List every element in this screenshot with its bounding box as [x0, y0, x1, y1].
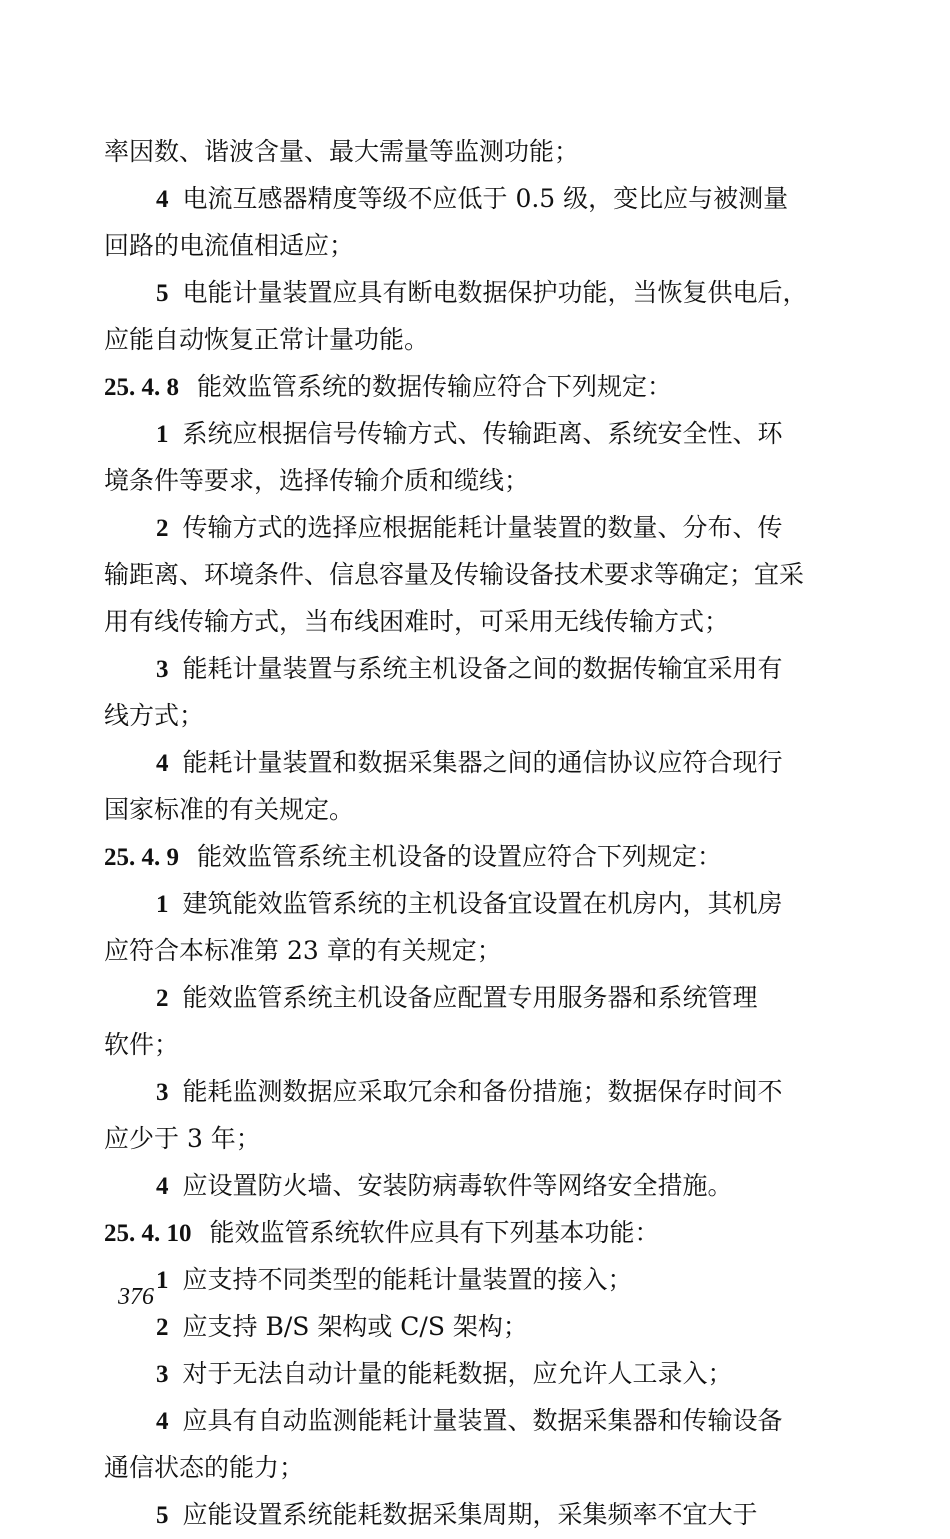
list-item	[104, 1303, 816, 1350]
item-number: 4	[156, 1408, 169, 1435]
item-number: 3	[156, 1079, 169, 1106]
line-text: 应少于 3 年；	[104, 1124, 261, 1153]
item-number: 4	[156, 186, 169, 213]
item-number: 3	[156, 1361, 169, 1388]
clause-heading	[104, 833, 816, 880]
line-text: 对于无法自动计量的能耗数据，应允许人工录入；	[182, 1359, 733, 1388]
line-text: 应支持不同类型的能耗计量装置的接入；	[182, 1265, 633, 1294]
line-text: 能耗监测数据应采取冗余和备份措施；数据保存时间不	[182, 1077, 783, 1106]
line-text: 能耗计量装置和数据采集器之间的通信协议应符合现行	[182, 748, 783, 777]
clause-heading	[104, 363, 816, 410]
list-item	[104, 974, 816, 1021]
text-line	[104, 786, 816, 833]
clause-heading	[104, 1209, 816, 1256]
list-item	[104, 504, 816, 551]
text-line	[104, 316, 816, 363]
item-number: 2	[156, 985, 169, 1012]
line-text: 能效监管系统软件应具有下列基本功能：	[209, 1218, 660, 1247]
list-item	[104, 175, 816, 222]
line-text: 应符合本标准第 23 章的有关规定；	[104, 936, 502, 965]
clause-number: 25. 4. 8	[104, 374, 179, 401]
list-item	[104, 880, 816, 927]
line-text: 建筑能效监管系统的主机设备宜设置在机房内，其机房	[182, 889, 783, 918]
line-text: 通信状态的能力；	[104, 1453, 305, 1482]
document-body	[104, 128, 816, 1538]
line-text: 应设置防火墙、安装防病毒软件等网络安全措施。	[182, 1171, 733, 1200]
line-text: 应能设置系统能耗数据采集周期，采集频率不宜大于	[182, 1500, 758, 1529]
line-text: 电能计量装置应具有断电数据保护功能，当恢复供电后，	[182, 278, 808, 307]
clause-number: 25. 4. 9	[104, 844, 179, 871]
list-item	[104, 1350, 816, 1397]
text-line	[104, 927, 816, 974]
line-text: 应具有自动监测能耗计量装置、数据采集器和传输设备	[182, 1406, 783, 1435]
line-text: 应能自动恢复正常计量功能。	[104, 325, 430, 354]
line-text: 回路的电流值相适应；	[104, 231, 355, 260]
list-item	[104, 1256, 816, 1303]
list-item	[104, 1068, 816, 1115]
line-text: 电流互感器精度等级不应低于 0.5 级，变比应与被测量	[182, 184, 789, 213]
item-number: 2	[156, 1314, 169, 1341]
line-text: 境条件等要求，选择传输介质和缆线；	[104, 466, 530, 495]
line-text: 线方式；	[104, 701, 205, 730]
list-item	[104, 1491, 816, 1538]
line-text: 能耗计量装置与系统主机设备之间的数据传输宜采用有	[182, 654, 783, 683]
line-text: 率因数、谐波含量、最大需量等监测功能；	[104, 137, 580, 166]
line-text: 系统应根据信号传输方式、传输距离、系统安全性、环	[182, 419, 783, 448]
list-item	[104, 1162, 816, 1209]
list-item	[104, 645, 816, 692]
item-number: 1	[156, 891, 169, 918]
item-number: 1	[156, 1267, 169, 1294]
item-number: 5	[156, 1502, 169, 1529]
text-line	[104, 457, 816, 504]
item-number: 4	[156, 1173, 169, 1200]
item-number: 5	[156, 280, 169, 307]
clause-number: 25. 4. 10	[104, 1220, 192, 1247]
text-line	[104, 222, 816, 269]
text-line	[104, 1021, 816, 1068]
list-item	[104, 739, 816, 786]
line-text: 用有线传输方式，当布线困难时，可采用无线传输方式；	[104, 607, 730, 636]
text-line	[104, 551, 816, 598]
list-item	[104, 1397, 816, 1444]
item-number: 1	[156, 421, 169, 448]
line-text: 软件；	[104, 1030, 180, 1059]
line-text: 能效监管系统主机设备应配置专用服务器和系统管理	[182, 983, 758, 1012]
text-line	[104, 1444, 816, 1491]
page-number: 376	[118, 1284, 154, 1310]
item-number: 4	[156, 750, 169, 777]
text-line	[104, 598, 816, 645]
list-item	[104, 269, 816, 316]
line-text: 能效监管系统的数据传输应符合下列规定：	[197, 372, 673, 401]
item-number: 2	[156, 515, 169, 542]
line-text: 能效监管系统主机设备的设置应符合下列规定：	[197, 842, 723, 871]
line-text: 国家标准的有关规定。	[104, 795, 355, 824]
line-text: 传输方式的选择应根据能耗计量装置的数量、分布、传	[182, 513, 783, 542]
item-number: 3	[156, 656, 169, 683]
line-text: 应支持 B/S 架构或 C/S 架构；	[182, 1312, 528, 1341]
line-text: 输距离、环境条件、信息容量及传输设备技术要求等确定；宜采	[104, 560, 805, 589]
text-line	[104, 128, 816, 175]
list-item	[104, 410, 816, 457]
text-line	[104, 1115, 816, 1162]
text-line	[104, 692, 816, 739]
